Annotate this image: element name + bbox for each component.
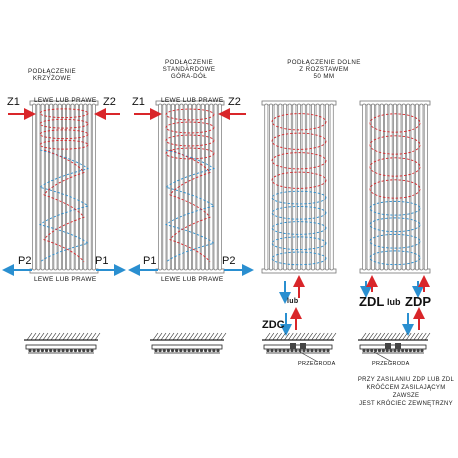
zdc-tube [265, 104, 268, 270]
port-z1-standard: Z1 [132, 96, 145, 108]
sec-standard-hatch [173, 333, 178, 340]
sec-zdc-hatch [284, 333, 289, 340]
section-view-4 [358, 333, 430, 353]
sec-standard-tube [163, 349, 166, 352]
sec-cross-hatch [79, 333, 84, 340]
cross-tube [67, 104, 70, 270]
sec-standard-tube [196, 349, 199, 352]
sec-cross-hatch [51, 333, 56, 340]
sec-zdc-hatch [308, 333, 313, 340]
zdp-label: ZDP [405, 294, 431, 309]
sec-zdl-tube [370, 349, 373, 352]
sec-standard-tube [216, 349, 219, 352]
sec-cross-hatch [47, 333, 52, 340]
sec-cross-hatch [87, 333, 92, 340]
sec-standard-tube [192, 349, 195, 352]
zdl-zdp-tube [385, 104, 388, 270]
radiator-bottom-zdl-zdp [360, 101, 430, 273]
sec-cross-tube [78, 349, 81, 352]
sec-standard-hatch [153, 333, 158, 340]
zdl-zdp-tube [398, 104, 401, 270]
sec-standard-tube [208, 349, 211, 352]
sec-zdc-hatch [281, 333, 286, 340]
standard-tube [214, 104, 217, 270]
sec-zdl-pipe-out [395, 343, 401, 349]
sec-cross-hatch [83, 333, 88, 340]
zdl-zdp-tube [380, 104, 383, 270]
standard-tube [184, 104, 187, 270]
port-p1: P1 [95, 255, 109, 267]
side-label-bottom-standard: LEWE LUB PRAWE [161, 276, 224, 283]
sec-standard-hatch [161, 333, 166, 340]
sec-cross-tube [86, 349, 89, 352]
sec-zdc-hatch [312, 333, 317, 340]
sec-zdl-tube [393, 349, 396, 352]
sec-zdc-hatch [296, 333, 301, 340]
zdl-zdp-tube [407, 104, 410, 270]
sec-standard-hatch [193, 333, 198, 340]
sec-standard-hatch [209, 333, 214, 340]
zdl-label: ZDL [359, 294, 385, 309]
sec-standard-hatch [157, 333, 162, 340]
sec-cross-tube [66, 349, 69, 352]
sec-zdl-tube [382, 349, 385, 352]
sec-zdc-hatch [315, 333, 320, 340]
sec-zdc-tube [270, 349, 273, 352]
cross-tube [88, 104, 91, 270]
sec-zdc-hatch [304, 333, 309, 340]
standard-tube [193, 104, 196, 270]
zdc-tube [321, 104, 324, 270]
sec-zdc-hatch [319, 333, 324, 340]
radiator-bottom-zdc [262, 101, 336, 273]
sec-cross-hatch [55, 333, 60, 340]
sec-cross-hatch [43, 333, 48, 340]
zdl-zdp-tube [363, 104, 366, 270]
sec-standard-hatch [177, 333, 182, 340]
side-label-top-cross: LEWE LUB PRAWE [34, 97, 97, 104]
cross-tube [41, 104, 44, 270]
sec-cross-body [26, 345, 96, 349]
sec-cross-tube [41, 349, 44, 352]
sec-zdc-tube [286, 349, 289, 352]
sec-zdc-hatch [277, 333, 282, 340]
sec-standard-tube [154, 349, 157, 352]
sec-zdc-hatch [300, 333, 305, 340]
sec-standard-tube [187, 349, 190, 352]
sec-zdl-tube [405, 349, 408, 352]
sec-cross-tube [49, 349, 52, 352]
sec-zdl-tube [374, 349, 377, 352]
sec-zdc-tube [290, 349, 293, 352]
sec-cross-hatch [95, 333, 100, 340]
port-p2: P2 [18, 255, 32, 267]
cross-tube [71, 104, 74, 270]
sec-zdc-hatch [327, 333, 332, 340]
sec-cross-tube [61, 349, 64, 352]
sec-zdl-tube [389, 349, 392, 352]
standard-tube [197, 104, 200, 270]
cross-tube [75, 104, 78, 270]
sec-cross-tube [57, 349, 60, 352]
sec-zdc-tube [310, 349, 313, 352]
lub-label-mid: lub [387, 297, 401, 307]
cross-tube [62, 104, 65, 270]
zdl-zdp-tube [389, 104, 392, 270]
sec-zdl-tube [397, 349, 400, 352]
sec-zdc-tube [306, 349, 309, 352]
cross-tube [92, 104, 95, 270]
sec-zdc-tube [318, 349, 321, 352]
caption-cross: PODŁĄCZENIE KRZYŻOWE [27, 68, 77, 83]
sec-zdl-tube [401, 349, 404, 352]
sec-standard-hatch [185, 333, 190, 340]
section-view-1 [24, 333, 100, 353]
sec-zdl-tube [366, 349, 369, 352]
cross-tube [84, 104, 87, 270]
sec-zdc-tube [294, 349, 297, 352]
sec-standard-hatch [217, 333, 222, 340]
standard-tube [201, 104, 204, 270]
radiator-cross [30, 101, 98, 273]
sec-zdl-pipe-in [385, 343, 391, 349]
sec-standard-hatch [213, 333, 218, 340]
sec-cross-hatch [75, 333, 80, 340]
sec-cross-tube [37, 349, 40, 352]
zdc-tube [297, 104, 300, 270]
sec-cross-hatch [27, 333, 32, 340]
zdc-tube [316, 104, 319, 270]
sec-zdc-tube [298, 349, 301, 352]
cross-tube [58, 104, 61, 270]
standard-tube [180, 104, 183, 270]
sec-standard-hatch [205, 333, 210, 340]
sec-standard-hatch [201, 333, 206, 340]
sec-zdc-hatch [265, 333, 270, 340]
sec-zdl-tube [378, 349, 381, 352]
sec-standard-hatch [169, 333, 174, 340]
sec-zdc-tube [326, 349, 329, 352]
sec-standard-hatch [197, 333, 202, 340]
sec-cross-tube [53, 349, 56, 352]
sec-standard-tube [175, 349, 178, 352]
sec-standard-tube [171, 349, 174, 352]
sec-zdc-tube [302, 349, 305, 352]
section-view-3 [262, 333, 336, 353]
przegroda-label-2: PRZEGRODA [372, 361, 410, 367]
sec-standard-hatch [165, 333, 170, 340]
port-z2-standard: Z2 [228, 96, 241, 108]
sec-zdc-pipe-in [290, 343, 296, 349]
sec-standard-tube [159, 349, 162, 352]
sec-zdc-tube [314, 349, 317, 352]
caption-standard: PODŁĄCZENIE STANDARDOWE GÓRA-DÓŁ [162, 59, 216, 81]
cross-tube [54, 104, 57, 270]
side-label-bottom-cross: LEWE LUB PRAWE [34, 276, 97, 283]
sec-zdl-tube [413, 349, 416, 352]
sec-zdc-hatch [288, 333, 293, 340]
sec-zdl-tube [409, 349, 412, 352]
sec-standard-tube [179, 349, 182, 352]
section-view-2 [150, 333, 226, 353]
sec-zdl-body [360, 345, 426, 349]
zdc-tube [325, 104, 328, 270]
zdl-zdp-tube [402, 104, 405, 270]
cross-tube [33, 104, 36, 270]
sec-zdl-tube [420, 349, 423, 352]
port-z2: Z2 [103, 96, 116, 108]
sec-cross-hatch [67, 333, 72, 340]
sec-zdc-tube [322, 349, 325, 352]
zdc-tube [274, 104, 277, 270]
zdc-tube [279, 104, 282, 270]
sec-standard-tube [204, 349, 207, 352]
sec-standard-tube [212, 349, 215, 352]
supply-note: PRZY ZASILANIU ZDP LUB ZDL KRÓĆCEM ZASILAJĄCYM ZAWSZE JEST KRÓCIEC ZEWNĘTRZNY [357, 377, 455, 407]
port-p2-standard: P2 [222, 255, 236, 267]
standard-tube [188, 104, 191, 270]
sec-standard-tube [167, 349, 170, 352]
sec-cross-tube [90, 349, 93, 352]
sec-cross-tube [82, 349, 85, 352]
sec-cross-tube [33, 349, 36, 352]
sec-standard-hatch [189, 333, 194, 340]
sec-zdc-hatch [323, 333, 328, 340]
cross-tube [37, 104, 40, 270]
sec-zdc-pipe-out [300, 343, 306, 349]
sec-zdc-hatch [273, 333, 278, 340]
sec-cross-hatch [63, 333, 68, 340]
cross-tube [45, 104, 48, 270]
sec-zdc-tube [282, 349, 285, 352]
sec-zdl-tube [386, 349, 389, 352]
sec-cross-tube [28, 349, 31, 352]
sec-cross-tube [45, 349, 48, 352]
sec-zdc-hatch [331, 333, 336, 340]
zdc-tube [269, 104, 272, 270]
radiator-standard [156, 101, 224, 273]
sec-standard-tube [183, 349, 186, 352]
port-z1: Z1 [7, 96, 20, 108]
zdl-zdp-tube [420, 104, 423, 270]
sec-zdc-tube [274, 349, 277, 352]
lub-label-small: lub [287, 298, 299, 305]
sec-cross-hatch [39, 333, 44, 340]
sec-zdl-tube [417, 349, 420, 352]
sec-zdc-body [264, 345, 332, 349]
sec-zdc-tube [266, 349, 269, 352]
sec-cross-hatch [91, 333, 96, 340]
zdl-zdp-tube [393, 104, 396, 270]
zdl-zdp-tube [367, 104, 370, 270]
sec-zdc-hatch [292, 333, 297, 340]
zdl-zdp-tube [424, 104, 427, 270]
standard-tube [159, 104, 162, 270]
przegroda-label-1: PRZEGRODA [298, 361, 336, 367]
standard-tube [163, 104, 166, 270]
sec-cross-tube [74, 349, 77, 352]
sec-standard-tube [200, 349, 203, 352]
sec-cross-hatch [71, 333, 76, 340]
zdc-tube [302, 104, 305, 270]
port-p1-standard: P1 [143, 255, 157, 267]
caption-bottom: PODŁĄCZENIE DOLNE Z ROZSTAWEM 50 MM [287, 59, 361, 81]
sec-cross-tube [70, 349, 73, 352]
sec-standard-hatch [181, 333, 186, 340]
sec-standard-body [152, 345, 222, 349]
standard-tube [171, 104, 174, 270]
sec-cross-hatch [59, 333, 64, 340]
sec-zdc-tube [278, 349, 281, 352]
standard-tube [218, 104, 221, 270]
zdc-tube [330, 104, 333, 270]
side-label-top-standard: LEWE LUB PRAWE [161, 97, 224, 104]
sec-cross-hatch [31, 333, 36, 340]
sec-cross-hatch [35, 333, 40, 340]
zdc-label: ZDC [262, 319, 285, 331]
sec-zdl-tube [362, 349, 365, 352]
sec-standard-hatch [221, 333, 226, 340]
zdc-tube [293, 104, 296, 270]
sec-zdc-hatch [269, 333, 274, 340]
